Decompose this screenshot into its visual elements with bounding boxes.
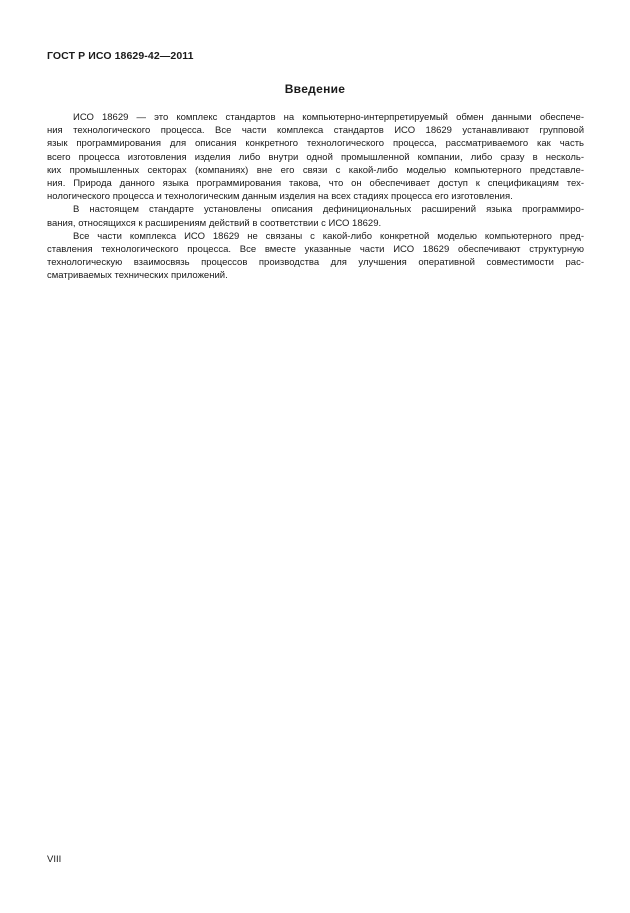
- text-line: ния технологического процесса. Все части комплекса стандартов ИСО 18629 устанавливают групповой: [47, 125, 584, 137]
- paragraph-3: [47, 230, 584, 283]
- text-line: Все части комплекса ИСО 18629 не связаны с какой-либо конкретной моделью компьютерного пред-: [73, 230, 584, 242]
- section-title: Введение: [284, 82, 346, 96]
- page-number: VIII: [47, 854, 62, 865]
- body-text: [47, 111, 584, 283]
- text-line: язык программирования для описания конкретного технологического процесса, рассматриваемого как часть: [47, 138, 584, 150]
- paragraph-1: [47, 111, 584, 203]
- text-line: всего процесса изготовления изделия либо внутри одной промышленной компании, либо сразу в несколь-: [47, 151, 584, 163]
- text-line: нологического процесса и технологическим данным изделия на всех стадиях процесса его изготовления.: [47, 191, 513, 203]
- document-code-header: ГОСТ Р ИСО 18629-42—2011: [47, 50, 194, 62]
- text-line: В настоящем стандарте установлены описания дефинициональных расширений языка программиро-: [73, 204, 584, 216]
- text-line: ния. Природа данного языка программирования такова, что он обеспечивает доступ к спецификациям тех-: [47, 178, 584, 190]
- text-line: ИСО 18629 — это комплекс стандартов на компьютерно-интерпретируемый обмен данными обеспече-: [73, 112, 584, 123]
- text-line: ставления технологического процесса. Все вместе указанные части ИСО 18629 обеспечивают структурную: [47, 244, 584, 256]
- text-line: ких промышленных секторах (компаниях) вне его связи с какой-либо моделью компьютерного представле-: [47, 164, 584, 176]
- paragraph-2: [47, 203, 584, 229]
- text-line: сматриваемых технических приложений.: [47, 270, 228, 282]
- text-line: технологическую взаимосвязь процессов производства для улучшения оперативной совместимости рас-: [47, 257, 584, 269]
- text-line: вания, относящихся к расширениям действий в соответствии с ИСО 18629.: [47, 217, 382, 229]
